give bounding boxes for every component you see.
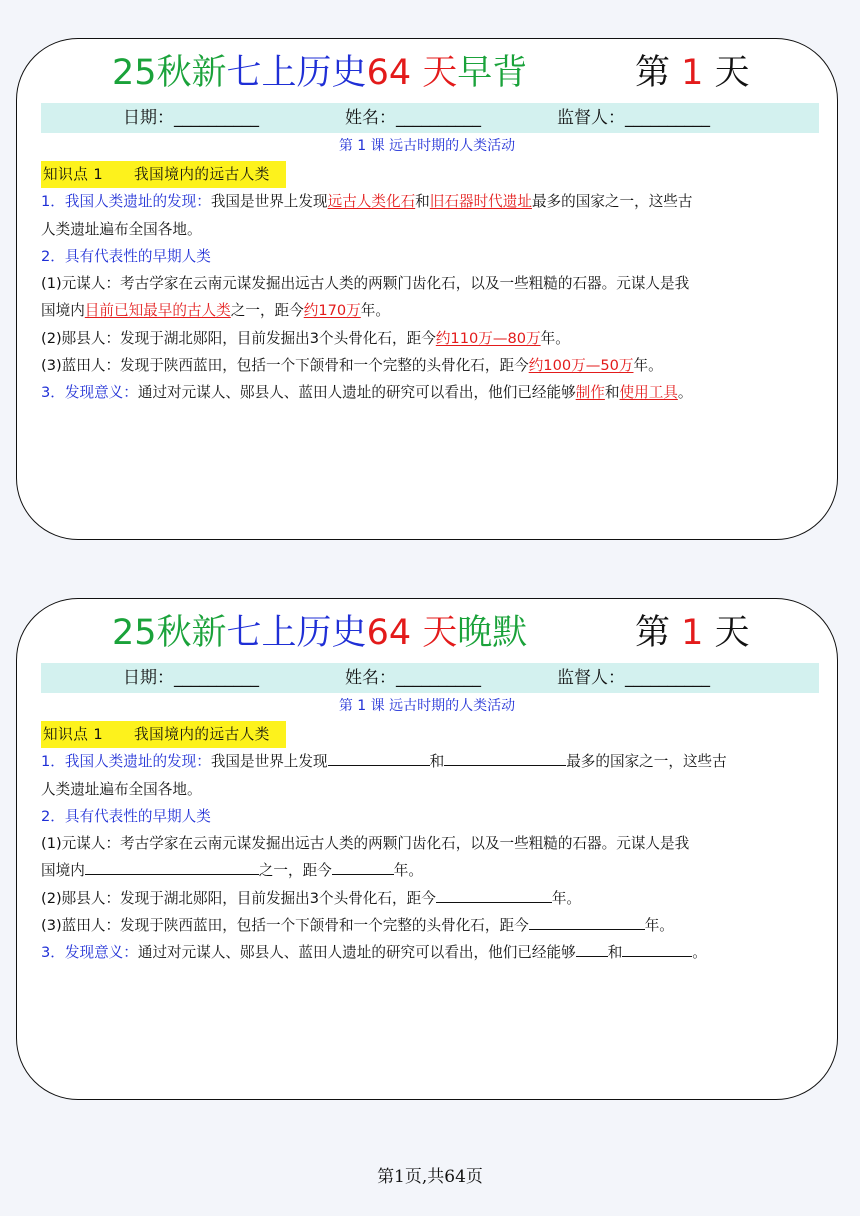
answer: 旧石器时代遗址 (429, 193, 532, 211)
card-title (17, 609, 837, 657)
fill-blank[interactable] (328, 749, 430, 766)
lantian-line: (3)蓝田人：发现于陕西蓝田，包括一个下颌骨和一个完整的头骨化石，距今约100万—50万年。 (41, 357, 663, 375)
yuanmou-line-1: (1)元谋人：考古学家在云南元谋发掘出远古人类的两颗门齿化石，以及一些粗糙的石器。元谋人是我 (41, 275, 690, 293)
title-day: 第 1 天 (635, 53, 750, 93)
page-number: 第1页,共64页 (377, 1167, 483, 1187)
info-bar (41, 103, 819, 133)
section-2-heading: 2．具有代表性的早期人类 (41, 247, 211, 265)
title-main: 25秋新七上历史64 天晚默 (112, 613, 528, 653)
title-main: 25秋新七上历史64 天早背 (112, 53, 528, 93)
knowledge-point-label: 知识点 1 我国境内的远古人类 (41, 161, 286, 188)
fill-blank[interactable] (529, 913, 645, 930)
lantian-line: (3)蓝田人：发现于陕西蓝田，包括一个下颌骨和一个完整的头骨化石，距今 年。 (41, 912, 825, 939)
morning-recite-card (16, 38, 838, 540)
answer: 远古人类化石 (327, 193, 416, 211)
date-field[interactable]: 日期：__________ (123, 668, 259, 688)
evening-dictation-card (16, 598, 838, 1100)
yuanmou-line-2: 国境内目前已知最早的古人类之一，距今约170万年。 (41, 302, 390, 320)
fill-blank[interactable] (85, 858, 259, 875)
supervisor-field[interactable]: 监督人：__________ (557, 108, 710, 128)
section-1: 1．我国人类遗址的发现：我国是世界上发现 和 最多的国家之一，这些古 (41, 748, 825, 775)
section-1-cont: 人类遗址遍布全国各地。 (41, 780, 202, 798)
yunxian-line: (2)郧县人：发现于湖北郧阳，目前发掘出3个头骨化石，距今约110万—80万年。 (41, 329, 570, 347)
card-content (41, 721, 825, 967)
info-bar (41, 663, 819, 693)
yuanmou-line-2: 国境内 之一，距今 年。 (41, 857, 825, 884)
section-1-cont: 人类遗址遍布全国各地。 (41, 220, 202, 238)
name-field[interactable]: 姓名：__________ (345, 668, 481, 688)
fill-blank[interactable] (576, 940, 608, 957)
knowledge-point-label: 知识点 1 我国境内的远古人类 (41, 721, 286, 748)
card-title (17, 49, 837, 97)
answer: 目前已知最早的古人类 (84, 302, 231, 320)
section-2-heading: 2．具有代表性的早期人类 (41, 807, 211, 825)
answer: 约100万—50万 (528, 357, 634, 375)
fill-blank[interactable] (332, 858, 394, 875)
lesson-title: 第 1 课 远古时期的人类活动 (338, 138, 516, 154)
fill-blank[interactable] (444, 749, 566, 766)
section-3: 3．发现意义：通过对元谋人、郧县人、蓝田人遗址的研究可以看出，他们已经能够 和 。 (41, 939, 825, 966)
supervisor-field[interactable]: 监督人：__________ (557, 668, 710, 688)
name-field[interactable]: 姓名：__________ (345, 108, 481, 128)
answer: 约110万—80万 (435, 329, 541, 347)
yuanmou-line-1: (1)元谋人：考古学家在云南元谋发掘出远古人类的两颗门齿化石，以及一些粗糙的石器。元谋人是我 (41, 835, 690, 853)
answer: 使用工具 (619, 384, 678, 402)
section-1: 1．我国人类遗址的发现：我国是世界上发现远古人类化石和旧石器时代遗址最多的国家之一，这些古 (41, 193, 693, 211)
yunxian-line: (2)郧县人：发现于湖北郧阳，目前发掘出3个头骨化石，距今 年。 (41, 885, 825, 912)
answer: 约170万 (303, 302, 361, 320)
answer: 制作 (575, 384, 605, 402)
lesson-title: 第 1 课 远古时期的人类活动 (338, 698, 516, 714)
card-content (41, 161, 825, 407)
fill-blank[interactable] (436, 886, 552, 903)
title-day: 第 1 天 (635, 613, 750, 653)
date-field[interactable]: 日期：__________ (123, 108, 259, 128)
fill-blank[interactable] (622, 940, 692, 957)
section-3: 3．发现意义：通过对元谋人、郧县人、蓝田人遗址的研究可以看出，他们已经能够制作和使用工具。 (41, 384, 693, 402)
